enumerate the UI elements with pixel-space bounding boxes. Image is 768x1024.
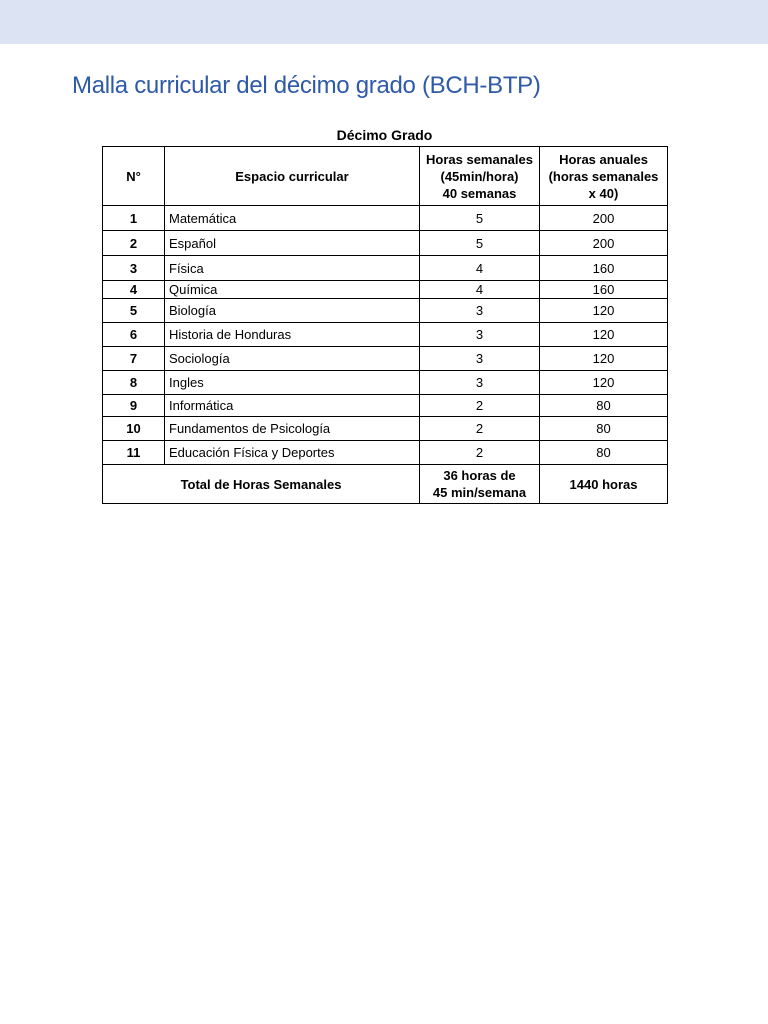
- table-row: [103, 299, 668, 323]
- table-row: [103, 371, 668, 395]
- row-subject: Sociología: [165, 347, 420, 371]
- row-subject: Física: [165, 256, 420, 281]
- row-weekly-hours: 3: [420, 347, 540, 371]
- table-row: [103, 441, 668, 465]
- row-number: 8: [103, 371, 165, 395]
- row-weekly-hours: 3: [420, 371, 540, 395]
- row-weekly-hours: 4: [420, 256, 540, 281]
- table-row: [103, 347, 668, 371]
- table-row: [103, 281, 668, 299]
- total-weekly-line: 45 min/semana: [432, 485, 527, 500]
- total-annual-hours: 1440 horas: [540, 465, 668, 504]
- row-subject: Química: [165, 281, 420, 299]
- row-weekly-hours: 4: [420, 281, 540, 299]
- row-weekly-hours: 3: [420, 299, 540, 323]
- row-weekly-hours: 3: [420, 323, 540, 347]
- row-number: 10: [103, 417, 165, 441]
- header-weekly-line: 40 semanas: [442, 185, 517, 201]
- row-annual-hours: 200: [540, 206, 668, 231]
- header-annual-line: Horas anuales: [559, 151, 648, 167]
- curriculum-table: [102, 146, 668, 504]
- header-annual-line: (horas semanales: [548, 168, 659, 184]
- row-annual-hours: 80: [540, 395, 668, 417]
- header-subject: Espacio curricular: [165, 147, 420, 206]
- row-weekly-hours: 5: [420, 231, 540, 256]
- page-top-band: [0, 0, 768, 44]
- row-subject: Ingles: [165, 371, 420, 395]
- row-subject: Español: [165, 231, 420, 256]
- row-subject: Fundamentos de Psicología: [165, 417, 420, 441]
- header-weekly-line: (45min/hora): [440, 168, 519, 184]
- table-row: [103, 395, 668, 417]
- header-annual-line: x 40): [588, 185, 619, 201]
- header-weekly-hours: [420, 147, 540, 206]
- row-annual-hours: 80: [540, 417, 668, 441]
- table-title: Décimo Grado: [336, 127, 433, 143]
- table-row: [103, 417, 668, 441]
- table-total-row: [103, 465, 668, 504]
- row-number: 9: [103, 395, 165, 417]
- row-number: 11: [103, 441, 165, 465]
- row-annual-hours: 160: [540, 256, 668, 281]
- row-number: 6: [103, 323, 165, 347]
- row-weekly-hours: 2: [420, 441, 540, 465]
- header-annual-hours: [540, 147, 668, 206]
- row-subject: Educación Física y Deportes: [165, 441, 420, 465]
- total-weekly-hours: [420, 465, 540, 504]
- table-row: [103, 323, 668, 347]
- row-annual-hours: 120: [540, 299, 668, 323]
- total-weekly-line: 36 horas de: [443, 468, 516, 483]
- row-number: 2: [103, 231, 165, 256]
- row-subject: Matemática: [165, 206, 420, 231]
- row-weekly-hours: 2: [420, 395, 540, 417]
- total-label: Total de Horas Semanales: [103, 465, 420, 504]
- row-subject: Informática: [165, 395, 420, 417]
- row-annual-hours: 120: [540, 323, 668, 347]
- row-annual-hours: 200: [540, 231, 668, 256]
- table-row: [103, 231, 668, 256]
- row-weekly-hours: 5: [420, 206, 540, 231]
- row-annual-hours: 80: [540, 441, 668, 465]
- row-subject: Historia de Honduras: [165, 323, 420, 347]
- row-number: 7: [103, 347, 165, 371]
- header-weekly-line: Horas semanales: [426, 151, 533, 167]
- row-number: 1: [103, 206, 165, 231]
- row-number: 5: [103, 299, 165, 323]
- row-number: 3: [103, 256, 165, 281]
- table-header-row: [103, 147, 668, 206]
- page-heading: Malla curricular del décimo grado (BCH-BTP): [72, 72, 541, 99]
- row-weekly-hours: 2: [420, 417, 540, 441]
- row-annual-hours: 160: [540, 281, 668, 299]
- row-number: 4: [103, 281, 165, 299]
- row-annual-hours: 120: [540, 371, 668, 395]
- row-subject: Biología: [165, 299, 420, 323]
- header-number: N°: [103, 147, 165, 206]
- table-row: [103, 256, 668, 281]
- row-annual-hours: 120: [540, 347, 668, 371]
- table-row: [103, 206, 668, 231]
